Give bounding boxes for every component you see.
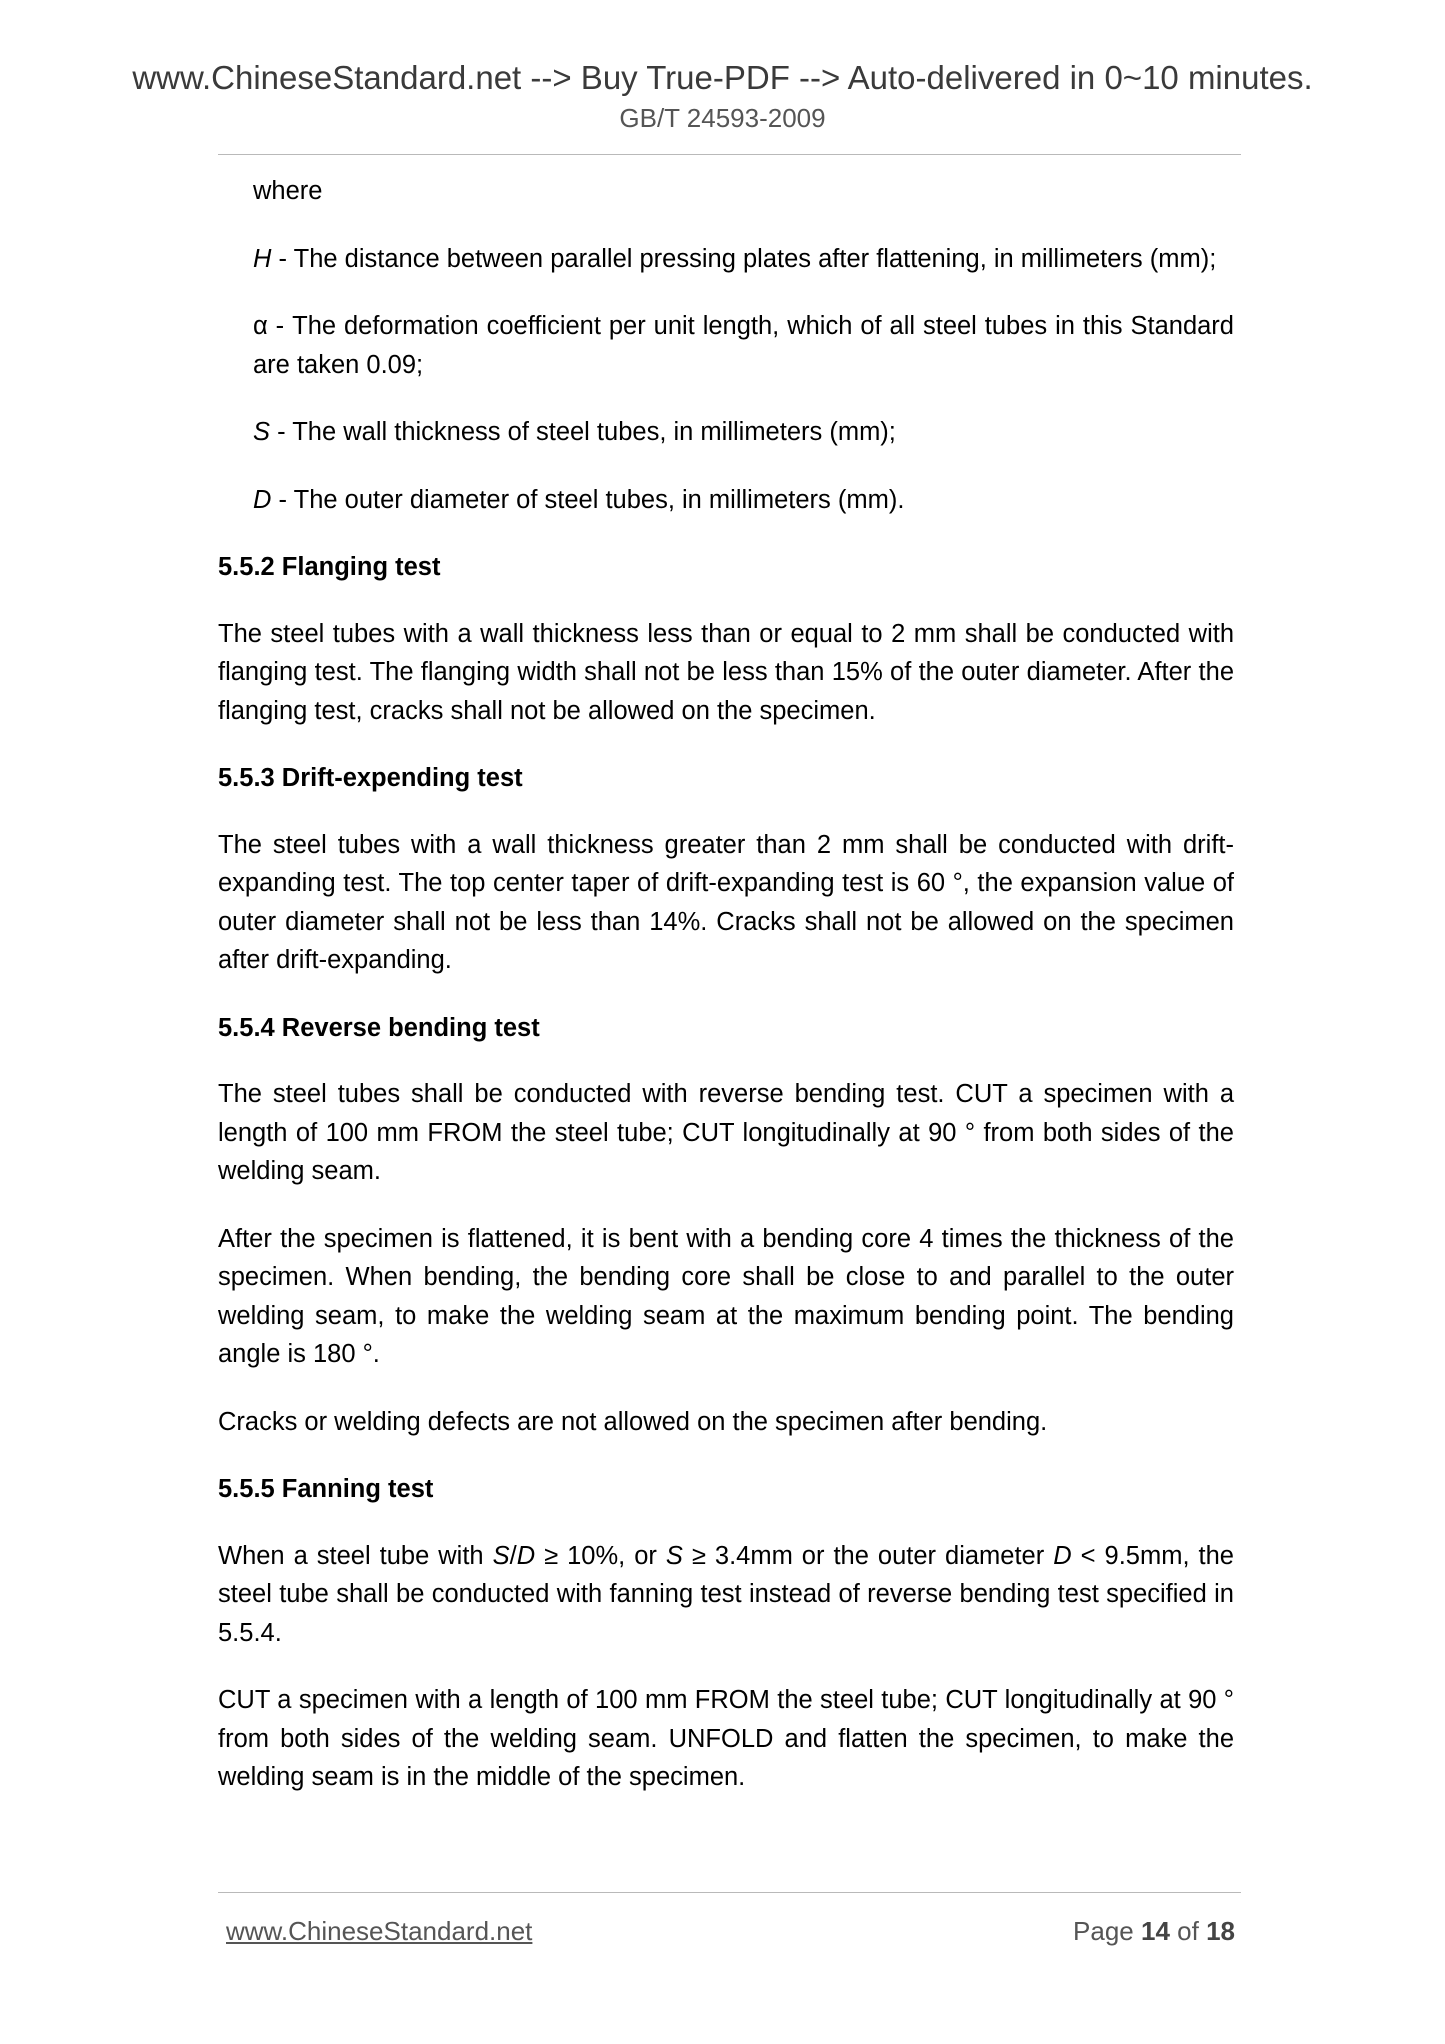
- header-divider: [218, 154, 1241, 155]
- site-banner: www.ChineseStandard.net --> Buy True-PDF --> Auto-delivered in 0~10 minutes.: [132, 59, 1313, 96]
- page-label: Page: [1073, 1916, 1134, 1946]
- text-run: ≥ 10%, or: [535, 1541, 666, 1570]
- definition-alpha-text: - The deformation coefficient per unit length, which of all steel tubes in this Standard are taken 0.09;: [253, 312, 1234, 379]
- page-content: [218, 172, 1234, 1826]
- definition-d-text: - The outer diameter of steel tubes, in millimeters (mm).: [271, 485, 905, 514]
- page-of: of: [1177, 1916, 1199, 1946]
- symbol-s: S: [492, 1541, 510, 1570]
- definition-d: [218, 481, 1234, 520]
- footer-divider: [218, 1892, 1241, 1893]
- symbol-d: D: [516, 1541, 536, 1570]
- paragraph-5-5-4-b: After the specimen is flattened, it is bent with a bending core 4 times the thickness of the specimen. When bending, the bending core shall be close to and parallel to the outer welding seam, to make the welding seam at the maximum bending point. The bending angle is 180 °.: [218, 1224, 1234, 1368]
- heading-5-5-4: 5.5.4 Reverse bending test: [218, 1013, 540, 1042]
- text-run: When a steel tube with: [218, 1541, 493, 1570]
- paragraph-5-5-4-a: The steel tubes shall be conducted with reverse bending test. CUT a specimen with a length of 100 mm FROM the steel tube; CUT longitudinally at 90 ° from both sides of the welding seam.: [218, 1080, 1234, 1185]
- symbol-alpha: α: [253, 312, 268, 340]
- paragraph-5-5-3: The steel tubes with a wall thickness greater than 2 mm shall be conducted with drift-expanding test. The top center taper of drift-expanding test is 60 °, the expansion value of outer diameter shall not be less than 14%. Cracks shall not be allowed on the specimen after drift-expanding.: [218, 830, 1234, 974]
- paragraph-5-5-4-c: Cracks or welding defects are not allowed on the specimen after bending.: [218, 1407, 1048, 1436]
- text-run: < 9.5mm, the steel tube shall be conducted with fanning test instead of reverse bending test specified in 5.5.4.: [218, 1541, 1234, 1647]
- definition-alpha: [218, 307, 1234, 384]
- heading-5-5-3: 5.5.3 Drift-expending test: [218, 764, 523, 792]
- page-current: 14: [1141, 1916, 1170, 1946]
- text-run: ≥ 3.4mm or the outer diameter: [682, 1541, 1054, 1570]
- page-total: 18: [1206, 1916, 1235, 1946]
- paragraph-5-5-5-a: [218, 1537, 1234, 1653]
- definition-s: [218, 413, 1234, 452]
- symbol-d: D: [253, 485, 272, 514]
- definition-h: [218, 240, 1234, 279]
- symbol-s: S: [253, 418, 271, 446]
- document-number: GB/T 24593-2009: [619, 103, 826, 133]
- text-run: /: [509, 1541, 517, 1570]
- definition-h-text: - The distance between parallel pressing plates after flattening, in millimeters (mm);: [271, 244, 1217, 273]
- symbol-d: D: [1053, 1541, 1072, 1570]
- where-intro: where: [253, 177, 323, 205]
- symbol-h: H: [253, 244, 272, 273]
- symbol-s: S: [665, 1541, 683, 1570]
- footer-site-link[interactable]: www.ChineseStandard.net: [226, 1916, 533, 1946]
- heading-5-5-5: 5.5.5 Fanning test: [218, 1475, 434, 1503]
- definition-s-text: - The wall thickness of steel tubes, in millimeters (mm);: [270, 418, 896, 446]
- paragraph-5-5-2: The steel tubes with a wall thickness less than or equal to 2 mm shall be conducted with flanging test. The flanging width shall not be less than 15% of the outer diameter. After the flanging test, cracks shall not be allowed on the specimen.: [218, 619, 1234, 725]
- page-indicator: [1073, 1914, 1235, 1948]
- paragraph-5-5-5-b: CUT a specimen with a length of 100 mm FROM the steel tube; CUT longitudinally at 90 ° from both sides of the welding seam. UNFOLD and flatten the specimen, to make the welding seam is in the middle of the specimen.: [218, 1686, 1234, 1791]
- heading-5-5-2: 5.5.2 Flanging test: [218, 553, 441, 581]
